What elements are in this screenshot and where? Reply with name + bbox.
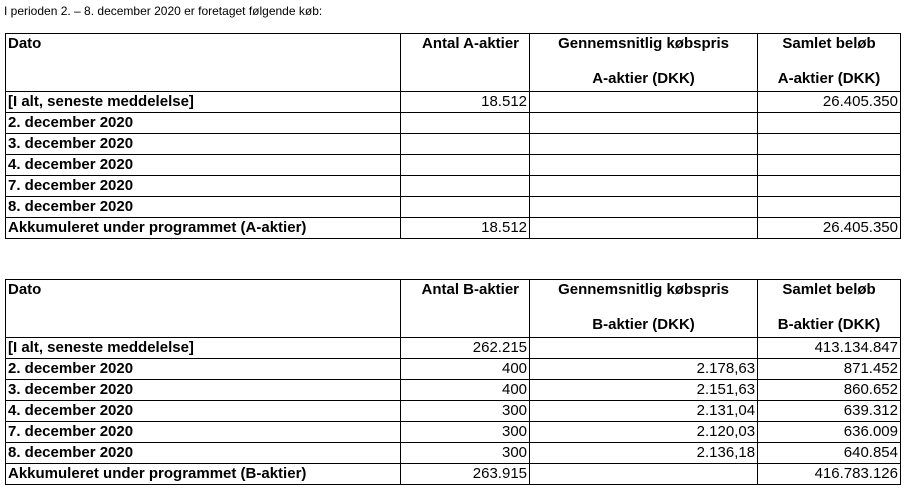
table-row xyxy=(6,338,901,359)
cell-quantity: 400 xyxy=(401,359,530,380)
table-row xyxy=(6,197,901,218)
cell-date: 2. december 2020 xyxy=(6,359,401,380)
cell-total-amount xyxy=(758,134,901,155)
table-row xyxy=(6,155,901,176)
cell-average-price xyxy=(530,113,758,134)
cell-date: 2. december 2020 xyxy=(6,113,401,134)
cell-date: 7. december 2020 xyxy=(6,176,401,197)
header-average-price-line1: Gennemsnitlig købspris xyxy=(558,35,729,52)
header-row xyxy=(6,34,901,92)
header-date: Dato xyxy=(6,34,401,92)
cell-average-price xyxy=(530,155,758,176)
cell-total-amount: 636.009 xyxy=(758,422,901,443)
header-date: Dato xyxy=(6,280,401,338)
cell-total-amount: 26.405.350 xyxy=(758,92,901,113)
cell-total-amount: 26.405.350 xyxy=(758,218,901,239)
intro-text: I perioden 2. – 8. december 2020 er foretaget følgende køb: xyxy=(4,4,323,18)
purchases-table-a-shares xyxy=(5,33,901,239)
cell-date: 3. december 2020 xyxy=(6,134,401,155)
cell-average-price: 2.131,04 xyxy=(530,401,758,422)
cell-total-amount: 639.312 xyxy=(758,401,901,422)
header-quantity: Antal B-aktier xyxy=(401,280,530,338)
header-total-amount xyxy=(758,280,901,338)
cell-average-price xyxy=(530,197,758,218)
header-total-amount xyxy=(758,34,901,92)
cell-total-amount xyxy=(758,197,901,218)
cell-date: Akkumuleret under programmet (B-aktier) xyxy=(6,464,401,485)
cell-total-amount: 413.134.847 xyxy=(758,338,901,359)
cell-quantity xyxy=(401,197,530,218)
cell-quantity xyxy=(401,155,530,176)
cell-quantity: 300 xyxy=(401,422,530,443)
cell-average-price: 2.136,18 xyxy=(530,443,758,464)
header-total-amount-line2: B-aktier (DKK) xyxy=(777,316,881,333)
cell-average-price: 2.178,63 xyxy=(530,359,758,380)
table-row xyxy=(6,218,901,239)
table-row xyxy=(6,422,901,443)
cell-average-price xyxy=(530,134,758,155)
cell-date: 4. december 2020 xyxy=(6,155,401,176)
cell-quantity: 300 xyxy=(401,443,530,464)
cell-total-amount xyxy=(758,176,901,197)
cell-date: 3. december 2020 xyxy=(6,380,401,401)
header-average-price-line2: A-aktier (DKK) xyxy=(592,70,695,87)
header-quantity: Antal A-aktier xyxy=(401,34,530,92)
cell-average-price xyxy=(530,218,758,239)
table-row xyxy=(6,380,901,401)
cell-average-price xyxy=(530,92,758,113)
header-average-price-line1: Gennemsnitlig købspris xyxy=(558,281,729,298)
cell-date: [I alt, seneste meddelelse] xyxy=(6,338,401,359)
table-row xyxy=(6,443,901,464)
purchases-table-b-shares xyxy=(5,279,901,485)
cell-average-price: 2.120,03 xyxy=(530,422,758,443)
table-row xyxy=(6,401,901,422)
cell-total-amount xyxy=(758,155,901,176)
table-row xyxy=(6,359,901,380)
table-row xyxy=(6,176,901,197)
cell-quantity xyxy=(401,113,530,134)
header-total-amount-line1: Samlet beløb xyxy=(782,281,876,298)
header-average-price xyxy=(530,34,758,92)
table-row xyxy=(6,464,901,485)
cell-average-price: 2.151,63 xyxy=(530,380,758,401)
table-row xyxy=(6,113,901,134)
cell-date: Akkumuleret under programmet (A-aktier) xyxy=(6,218,401,239)
cell-date: [I alt, seneste meddelelse] xyxy=(6,92,401,113)
cell-quantity: 300 xyxy=(401,401,530,422)
cell-date: 8. december 2020 xyxy=(6,443,401,464)
table-body xyxy=(6,280,901,485)
cell-total-amount: 871.452 xyxy=(758,359,901,380)
cell-average-price xyxy=(530,464,758,485)
header-row xyxy=(6,280,901,338)
cell-quantity: 400 xyxy=(401,380,530,401)
header-average-price xyxy=(530,280,758,338)
cell-date: 7. december 2020 xyxy=(6,422,401,443)
cell-quantity: 263.915 xyxy=(401,464,530,485)
cell-date: 4. december 2020 xyxy=(6,401,401,422)
table-row xyxy=(6,92,901,113)
cell-average-price xyxy=(530,338,758,359)
cell-date: 8. december 2020 xyxy=(6,197,401,218)
cell-total-amount: 416.783.126 xyxy=(758,464,901,485)
header-average-price-line2: B-aktier (DKK) xyxy=(592,316,695,333)
cell-average-price xyxy=(530,176,758,197)
cell-quantity: 262.215 xyxy=(401,338,530,359)
cell-quantity: 18.512 xyxy=(401,218,530,239)
cell-total-amount: 860.652 xyxy=(758,380,901,401)
table-row xyxy=(6,134,901,155)
header-total-amount-line2: A-aktier (DKK) xyxy=(777,70,881,87)
cell-quantity xyxy=(401,176,530,197)
cell-total-amount xyxy=(758,113,901,134)
header-total-amount-line1: Samlet beløb xyxy=(782,35,876,52)
cell-total-amount: 640.854 xyxy=(758,443,901,464)
cell-quantity: 18.512 xyxy=(401,92,530,113)
table-body xyxy=(6,34,901,239)
cell-quantity xyxy=(401,134,530,155)
